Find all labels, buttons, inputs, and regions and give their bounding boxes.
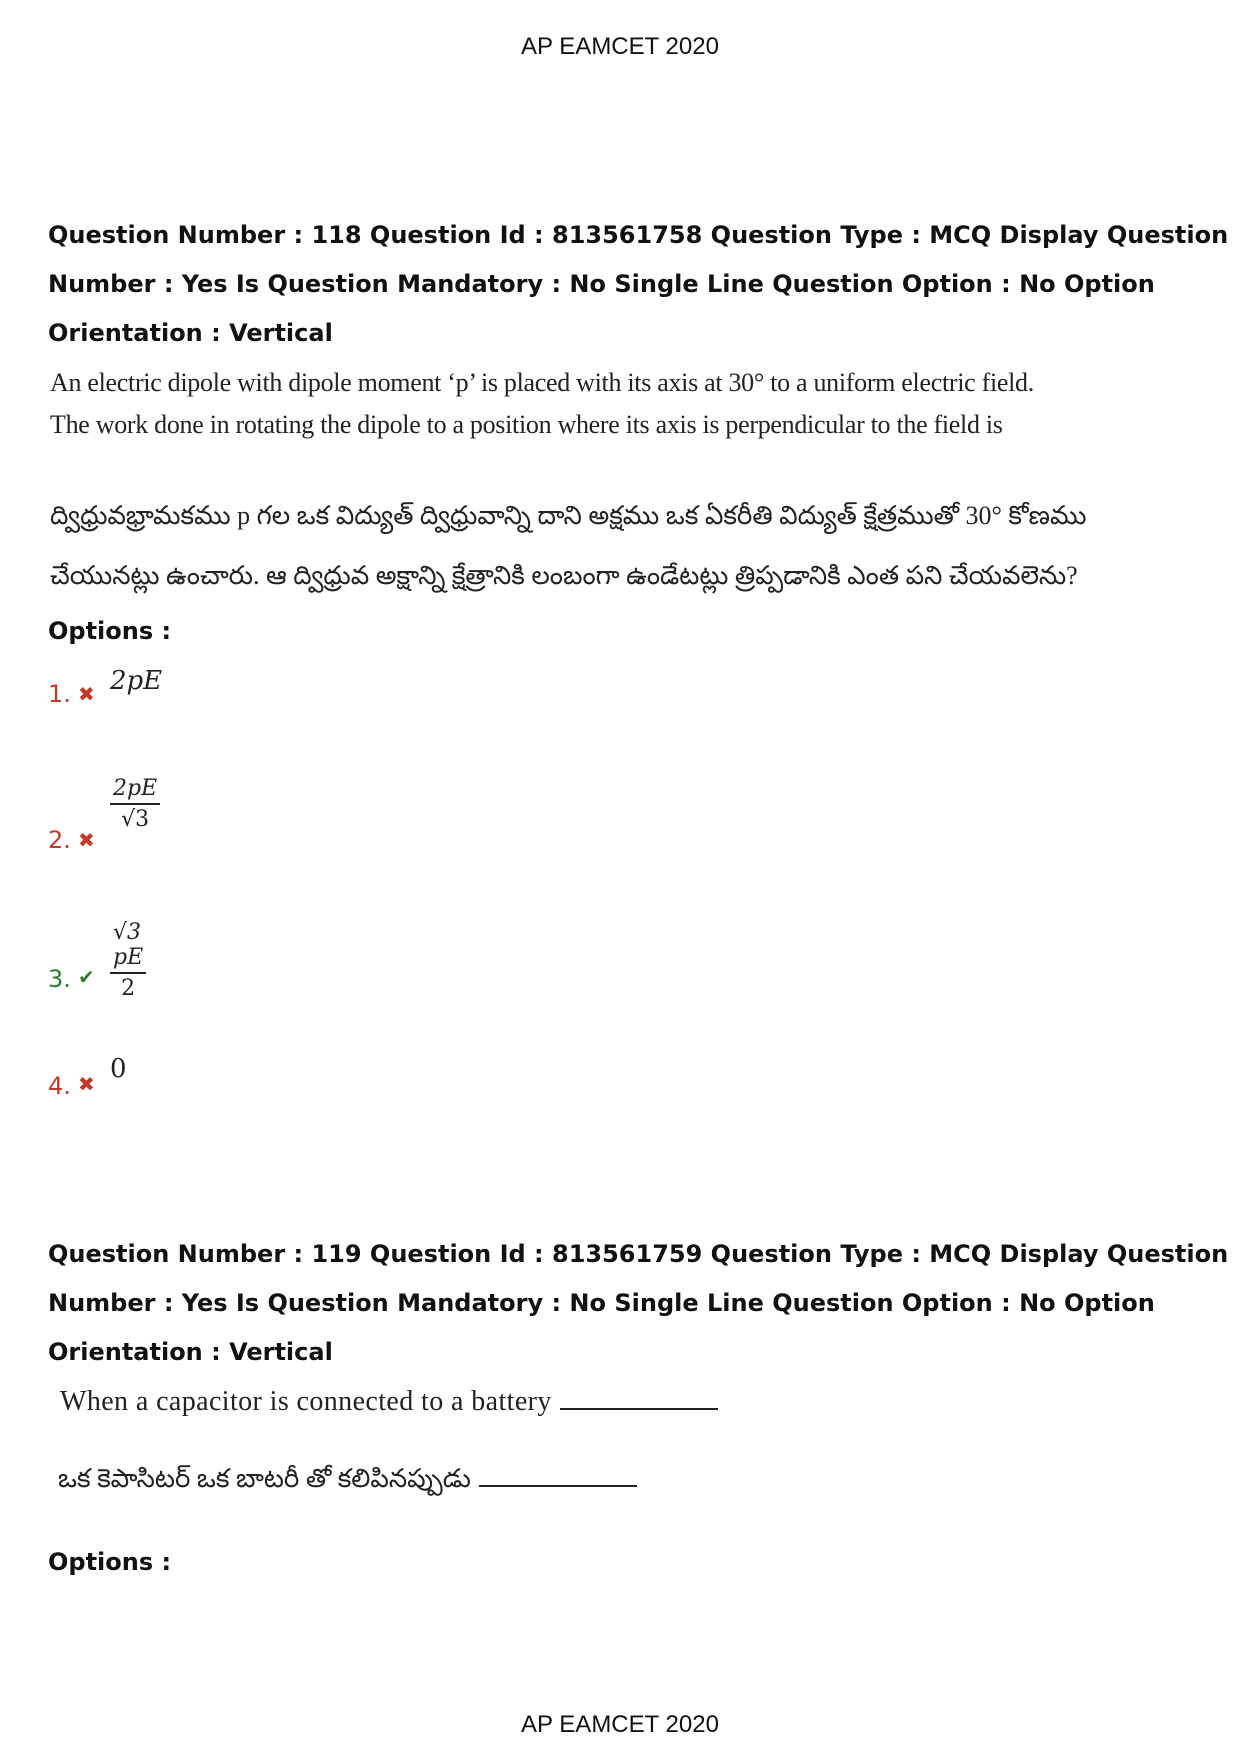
options-label: Options :	[48, 1548, 172, 1576]
option-number: 1.	[48, 680, 71, 708]
option-number: 2.	[48, 826, 71, 854]
option-number: 3.	[48, 965, 71, 993]
meta-line: Orientation : Vertical	[48, 1338, 333, 1366]
option-fraction	[110, 920, 146, 1001]
meta-line: Question Number : 119 Question Id : 813561759 Question Type : MCQ Display Question	[48, 1240, 1229, 1268]
answer-blank	[560, 1388, 718, 1410]
question-text-line: ద్విధ్రువభ్రామకము p గల ఒక విద్యుత్ ద్విధ్రువాన్ని దాని అక్షము ఒక ఏకరీతి విద్యుత్ క్షేత్రముతో 30° కోణము	[50, 501, 1087, 530]
fraction-denominator: 2	[121, 976, 136, 1001]
fraction-numerator: 2pE	[110, 776, 160, 805]
check-icon: ✔	[78, 965, 95, 989]
fraction-numerator: √3 pE	[110, 920, 146, 974]
meta-line: Number : Yes Is Question Mandatory : No Single Line Question Option : No Option	[48, 270, 1155, 298]
meta-line: Question Number : 118 Question Id : 813561758 Question Type : MCQ Display Question	[48, 221, 1229, 249]
option-number: 4.	[48, 1072, 71, 1100]
meta-line: Number : Yes Is Question Mandatory : No Single Line Question Option : No Option	[48, 1289, 1155, 1317]
question-text-line: The work done in rotating the dipole to a position where its axis is perpendicular to the field is	[50, 410, 1003, 439]
question-118-english	[50, 362, 1034, 446]
option-value: 0	[110, 1054, 127, 1084]
question-118-telugu	[50, 486, 1087, 606]
wrong-icon: ✖	[78, 1072, 95, 1096]
question-text-line: An electric dipole with dipole moment ‘p’ is placed with its axis at 30° to a uniform electric field.	[50, 368, 1034, 397]
question-text: ఒక కెపాసిటర్ ఒక బాటరీ తో కలిపినప్పుడు	[58, 1464, 471, 1493]
question-text-line: చేయునట్లు ఉంచారు. ఆ ద్విధ్రువ అక్షాన్ని క్షేత్రానికి లంబంగా ఉండేటట్లు త్రిప్పడానికి ఎంత పని చేయవలెను?	[50, 561, 1078, 590]
question-text: When a capacitor is connected to a battery	[60, 1386, 552, 1417]
question-118-meta	[48, 211, 1229, 358]
question-119-telugu	[58, 1464, 637, 1500]
meta-line: Orientation : Vertical	[48, 319, 333, 347]
options-label: Options :	[48, 617, 172, 645]
option-fraction	[110, 776, 160, 832]
question-119-english	[60, 1386, 718, 1418]
wrong-icon: ✖	[78, 828, 95, 852]
wrong-icon: ✖	[78, 682, 95, 706]
fraction-denominator: √3	[121, 807, 150, 832]
page-header: AP EAMCET 2020	[521, 33, 719, 60]
question-119-meta	[48, 1230, 1229, 1377]
page-footer: AP EAMCET 2020	[521, 1711, 719, 1738]
option-value: 2pE	[110, 666, 163, 696]
answer-blank	[479, 1465, 637, 1487]
